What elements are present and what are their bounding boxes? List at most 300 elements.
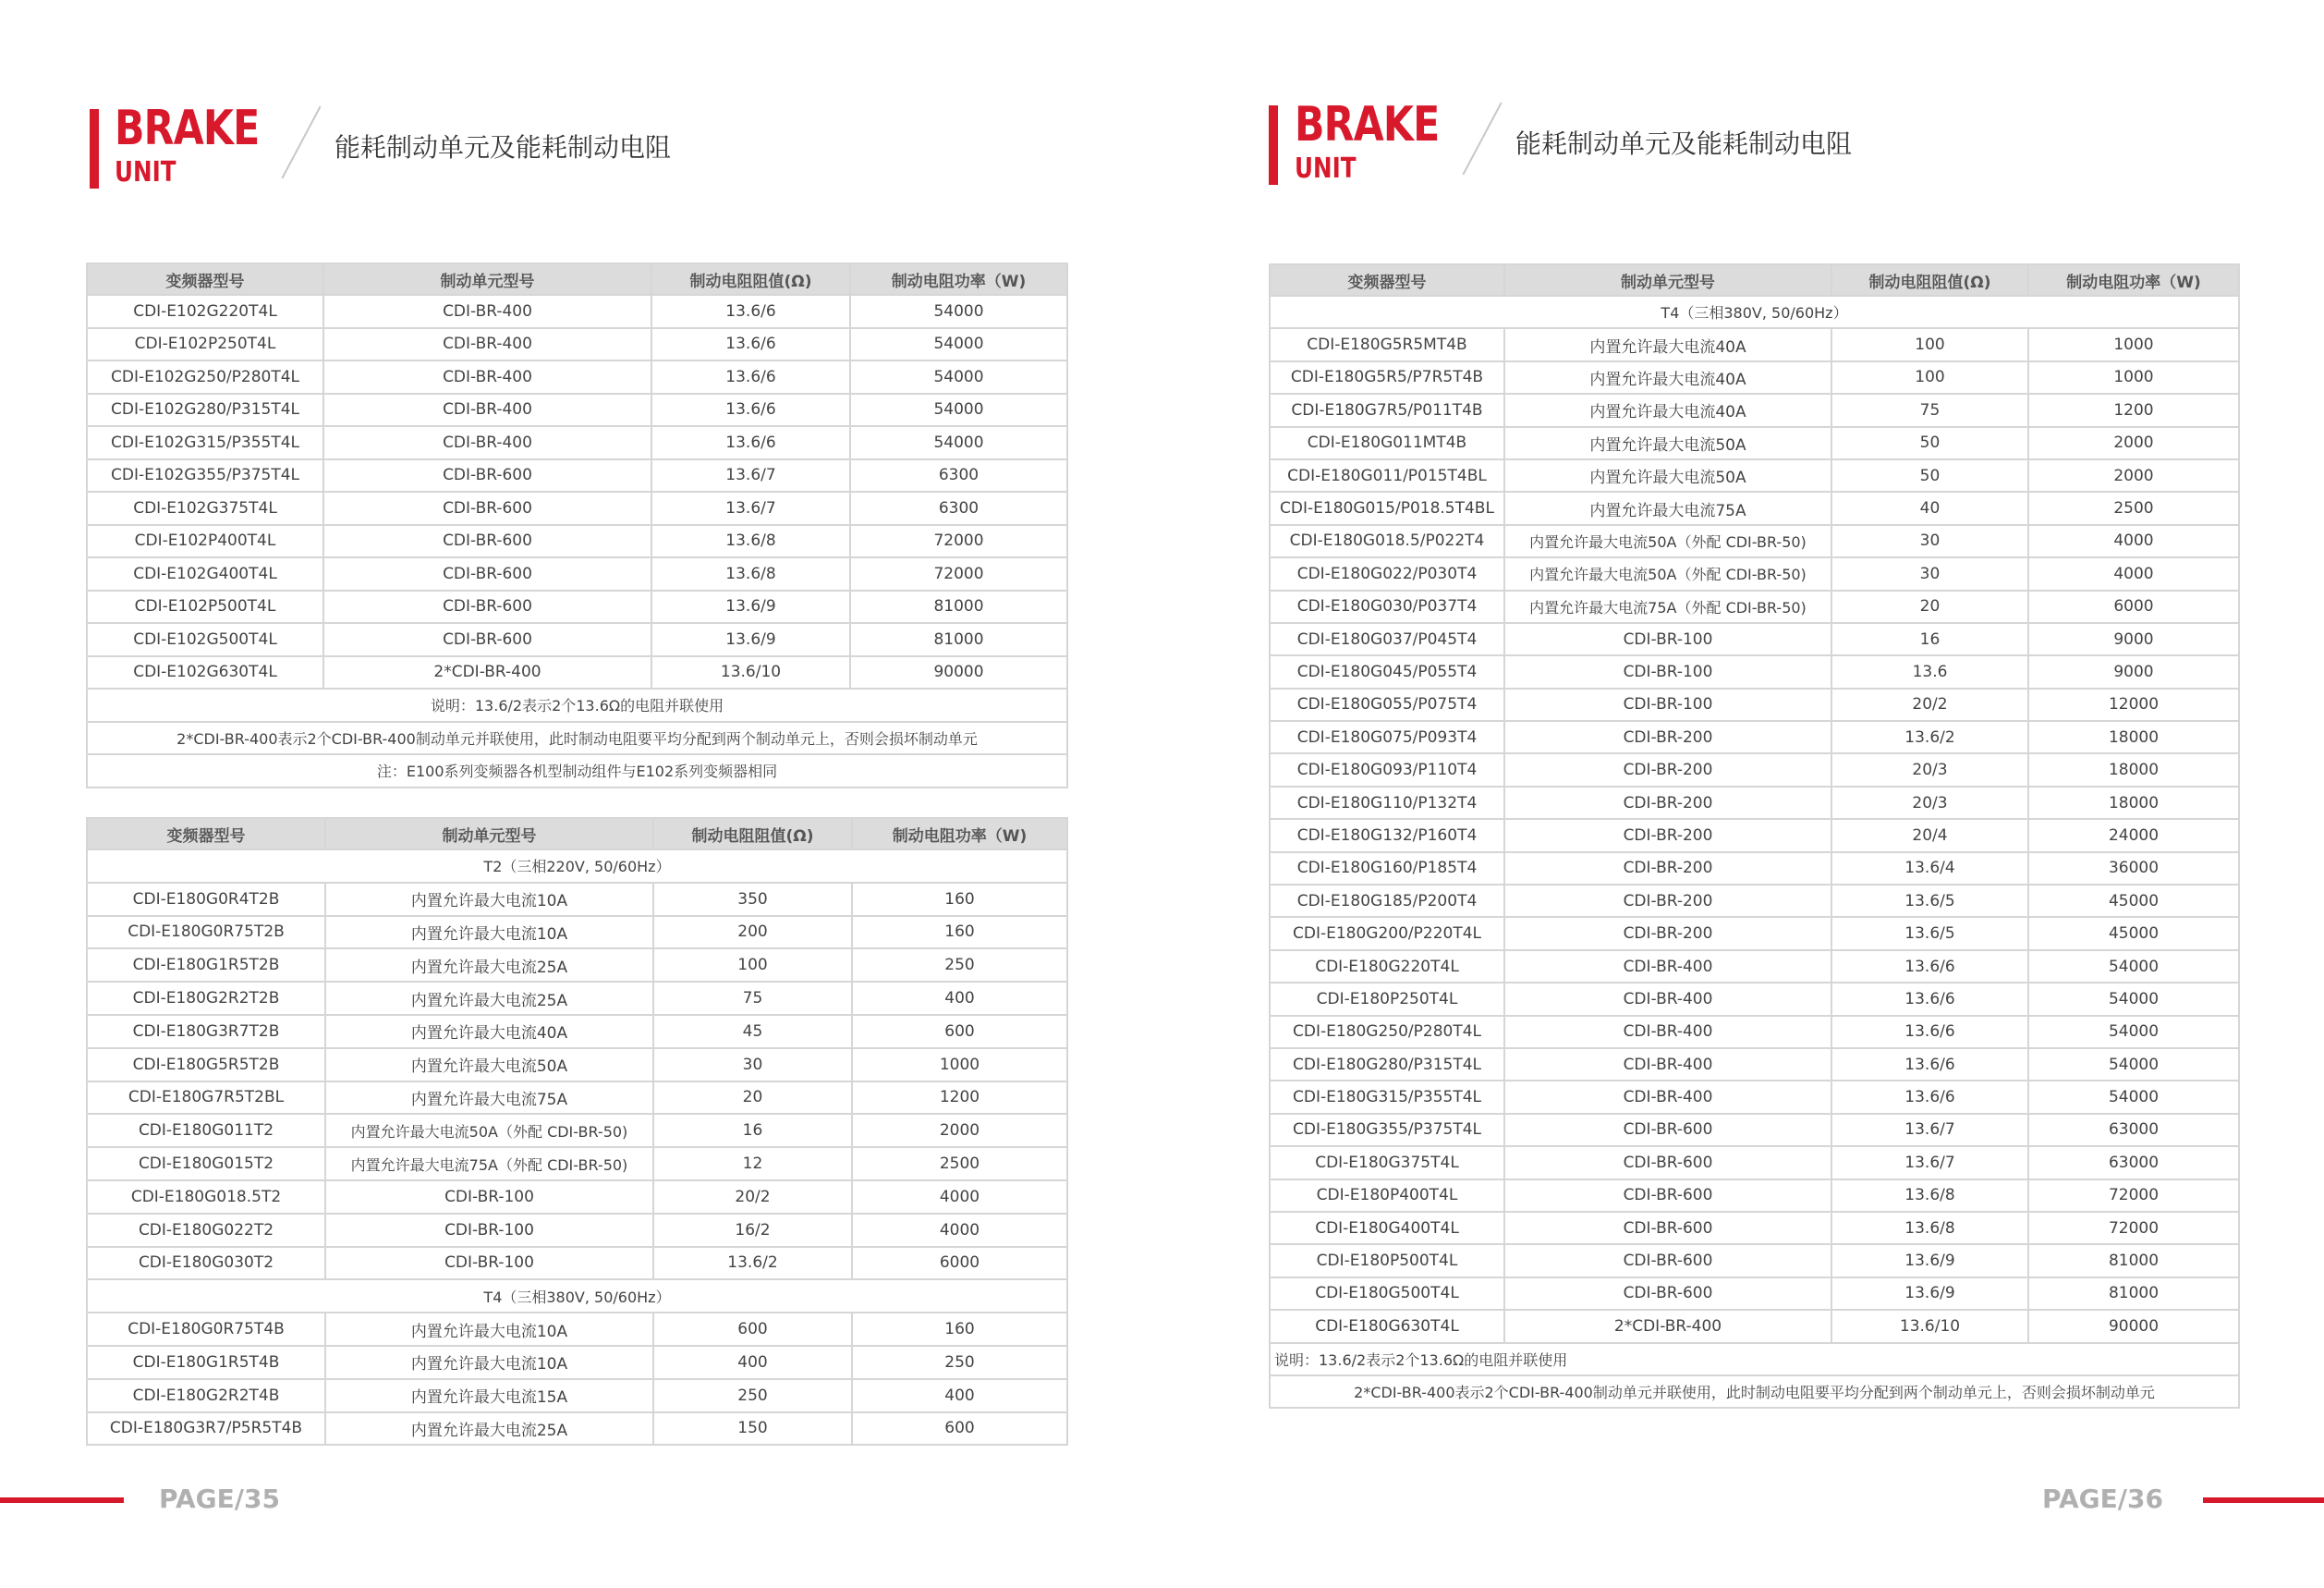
- table-row: [87, 1114, 1067, 1147]
- table-cell: 内置允许最大电流10A: [325, 916, 653, 949]
- footer-line-left: [0, 1497, 124, 1503]
- table-cell: CDI-E102G315/P355T4L: [87, 426, 323, 459]
- table-row: [87, 492, 1067, 525]
- table-cell: CDI-BR-200: [1504, 753, 1831, 786]
- table-cell: 50: [1831, 427, 2028, 459]
- table-row: [1270, 1277, 2239, 1310]
- table-cell: CDI-BR-100: [325, 1180, 653, 1214]
- table-cell: 40: [1831, 492, 2028, 524]
- table-cell: 75: [1831, 394, 2028, 426]
- column-header: 制动电阻阻值(Ω): [653, 818, 852, 849]
- table-cell: 内置允许最大电流40A: [1504, 361, 1831, 394]
- table-cell: 20/3: [1831, 753, 2028, 786]
- table-row: [87, 426, 1067, 459]
- table-cell: CDI-BR-100: [325, 1214, 653, 1247]
- table-cell: 2500: [2028, 492, 2239, 524]
- table-cell: 250: [852, 1346, 1067, 1379]
- table-row: [87, 1214, 1067, 1247]
- table-cell: 13.6/6: [651, 295, 850, 328]
- brand-subtitle-right: UNIT: [1295, 153, 1357, 185]
- table-header-row: [87, 263, 1067, 295]
- table-row: [1270, 950, 2239, 983]
- table-cell: 54000: [2028, 1016, 2239, 1048]
- table-cell: 9000: [2028, 623, 2239, 655]
- table-cell: CDI-E180G011/P015T4BL: [1270, 459, 1504, 492]
- table-row: [87, 591, 1067, 624]
- table-cell: CDI-BR-200: [1504, 787, 1831, 819]
- table-cell: 内置允许最大电流50A: [1504, 427, 1831, 459]
- table-cell: 内置允许最大电流50A: [325, 1048, 653, 1081]
- table-cell: CDI-E180G018.5T2: [87, 1180, 325, 1214]
- table-row: [87, 656, 1067, 690]
- page-title-left: 能耗制动单元及能耗制动电阻: [335, 132, 672, 163]
- table-cell: 13.6/8: [1831, 1179, 2028, 1212]
- table-row: [1270, 1016, 2239, 1048]
- table-cell: 81000: [850, 591, 1067, 624]
- table-cell: 54000: [2028, 983, 2239, 1015]
- table-cell: CDI-BR-400: [323, 394, 651, 427]
- table-cell: CDI-E180P400T4L: [1270, 1179, 1504, 1212]
- table-cell: 内置允许最大电流40A: [1504, 394, 1831, 426]
- table-cell: CDI-BR-400: [323, 295, 651, 328]
- table-cell: 13.6/6: [1831, 1048, 2028, 1081]
- table-row: [87, 948, 1067, 982]
- table-row: [1270, 1212, 2239, 1244]
- brake-table-e180-t4: [1269, 263, 2240, 1409]
- table-cell: CDI-E180G5R5T2B: [87, 1048, 325, 1081]
- column-header: 变频器型号: [1270, 264, 1504, 296]
- table-cell: 2*CDI-BR-400: [323, 656, 651, 690]
- table-cell: 13.6/7: [651, 492, 850, 525]
- column-header: 制动单元型号: [323, 263, 651, 295]
- table-cell: CDI-E180G132/P160T4: [1270, 819, 1504, 851]
- table-cell: CDI-E180G110/P132T4: [1270, 787, 1504, 819]
- table-cell: 13.6/6: [1831, 950, 2028, 983]
- column-header: 变频器型号: [87, 818, 325, 849]
- table-row: [1270, 753, 2239, 786]
- note-row: [87, 722, 1067, 755]
- table-cell: 600: [852, 1412, 1067, 1446]
- table-row: [87, 1313, 1067, 1346]
- table-cell: 13.6/5: [1831, 885, 2028, 917]
- table-cell: 13.6/9: [1831, 1244, 2028, 1277]
- column-header: 制动电阻功率（W): [2028, 264, 2239, 296]
- table-cell: 4000: [852, 1180, 1067, 1214]
- table-cell: 1200: [2028, 394, 2239, 426]
- table-cell: 16: [653, 1114, 852, 1147]
- table-cell: CDI-E102G220T4L: [87, 295, 323, 328]
- column-header: 变频器型号: [87, 263, 323, 295]
- note-row: [1270, 1375, 2239, 1408]
- header-divider-left: [281, 106, 321, 179]
- table-cell: 16/2: [653, 1214, 852, 1247]
- table-cell: 2000: [2028, 427, 2239, 459]
- table-row: [1270, 885, 2239, 917]
- table-row: [1270, 1179, 2239, 1212]
- table-cell: 内置允许最大电流50A（外配 CDI-BR-50): [1504, 525, 1831, 557]
- table-cell: 250: [653, 1379, 852, 1412]
- table-cell: 100: [1831, 361, 2028, 394]
- table-cell: 6000: [852, 1247, 1067, 1280]
- table-cell: CDI-E180G022/P030T4: [1270, 557, 1504, 590]
- table-cell: 1000: [2028, 328, 2239, 360]
- table-cell: CDI-E180G220T4L: [1270, 950, 1504, 983]
- table-cell: 2*CDI-BR-400: [1504, 1310, 1831, 1342]
- table-cell: 100: [653, 948, 852, 982]
- table-row: [87, 557, 1067, 591]
- table-cell: CDI-BR-200: [1504, 852, 1831, 885]
- table-cell: CDI-BR-600: [1504, 1244, 1831, 1277]
- section-row: [1270, 296, 2239, 328]
- table-row: [87, 459, 1067, 493]
- table-cell: CDI-E180G1R5T4B: [87, 1346, 325, 1379]
- table-cell: 20/3: [1831, 787, 2028, 819]
- table-cell: 2500: [852, 1147, 1067, 1180]
- table-cell: 13.6/6: [651, 394, 850, 427]
- table-cell: 20: [653, 1081, 852, 1115]
- table-cell: 2000: [852, 1114, 1067, 1147]
- table-cell: 54000: [2028, 950, 2239, 983]
- table-cell: CDI-BR-400: [1504, 1016, 1831, 1048]
- table-cell: CDI-E102G355/P375T4L: [87, 459, 323, 493]
- table-cell: 内置允许最大电流75A: [1504, 492, 1831, 524]
- page-title-right: 能耗制动单元及能耗制动电阻: [1515, 128, 1853, 159]
- table-row: [1270, 1048, 2239, 1081]
- table-cell: CDI-E180G5R5MT4B: [1270, 328, 1504, 360]
- table-cell: 13.6/10: [1831, 1310, 2028, 1342]
- table-cell: 内置允许最大电流15A: [325, 1379, 653, 1412]
- table-cell: 54000: [850, 394, 1067, 427]
- table-cell: 9000: [2028, 655, 2239, 688]
- note-row: [87, 754, 1067, 788]
- table-cell: CDI-BR-600: [323, 459, 651, 493]
- table-cell: CDI-BR-200: [1504, 885, 1831, 917]
- table-cell: 100: [1831, 328, 2028, 360]
- table-cell: CDI-E180G280/P315T4L: [1270, 1048, 1504, 1081]
- page-number-right: PAGE/36: [2042, 1484, 2163, 1514]
- table-cell: CDI-E180G075/P093T4: [1270, 721, 1504, 753]
- table-cell: CDI-BR-100: [1504, 689, 1831, 721]
- table-row: [1270, 1081, 2239, 1113]
- table-row: [1270, 689, 2239, 721]
- table-row: [1270, 427, 2239, 459]
- section-row: [87, 1279, 1067, 1313]
- table-row: [1270, 557, 2239, 590]
- table-row: [87, 883, 1067, 916]
- table-cell: 81000: [850, 623, 1067, 656]
- table-cell: 30: [1831, 525, 2028, 557]
- table-cell: CDI-E180G500T4L: [1270, 1277, 1504, 1310]
- table-row: [1270, 1146, 2239, 1179]
- table-cell: 350: [653, 883, 852, 916]
- table-row: [1270, 819, 2239, 851]
- table-cell: 13.6/5: [1831, 917, 2028, 949]
- table-cell: CDI-BR-600: [1504, 1114, 1831, 1146]
- table-cell: 内置允许最大电流75A（外配 CDI-BR-50): [1504, 591, 1831, 623]
- table-cell: 13.6/6: [651, 360, 850, 394]
- table-row: [87, 1015, 1067, 1048]
- table-cell: 54000: [2028, 1048, 2239, 1081]
- column-header: 制动单元型号: [325, 818, 653, 849]
- brand-subtitle-left: UNIT: [115, 156, 176, 189]
- table-cell: 36000: [2028, 852, 2239, 885]
- column-header: 制动电阻阻值(Ω): [1831, 264, 2028, 296]
- table-header-row: [1270, 264, 2239, 296]
- table-cell: 75: [653, 982, 852, 1015]
- section-row-text: T2（三相220V, 50/60Hz）: [87, 849, 1067, 883]
- table-cell: CDI-BR-100: [1504, 623, 1831, 655]
- note-row: [1270, 1343, 2239, 1375]
- table-cell: CDI-E102G375T4L: [87, 492, 323, 525]
- table-cell: CDI-BR-400: [1504, 950, 1831, 983]
- table-cell: CDI-E180G022T2: [87, 1214, 325, 1247]
- table-cell: 54000: [850, 328, 1067, 361]
- table-row: [1270, 787, 2239, 819]
- table-cell: CDI-BR-600: [1504, 1179, 1831, 1212]
- table-cell: 13.6/9: [651, 623, 850, 656]
- table-cell: CDI-E180G011MT4B: [1270, 427, 1504, 459]
- table-cell: 4000: [852, 1214, 1067, 1247]
- table-row: [1270, 852, 2239, 885]
- table-cell: CDI-E180G400T4L: [1270, 1212, 1504, 1244]
- table-cell: 内置允许最大电流50A（外配 CDI-BR-50): [1504, 557, 1831, 590]
- table-row: [1270, 623, 2239, 655]
- table-row: [1270, 721, 2239, 753]
- table-cell: CDI-E180G630T4L: [1270, 1310, 1504, 1342]
- table-cell: 13.6/2: [1831, 721, 2028, 753]
- note-row-text: 2*CDI-BR-400表示2个CDI-BR-400制动单元并联使用，此时制动电阻要平均分配到两个制动单元上，否则会损坏制动单元: [87, 722, 1067, 755]
- table-cell: CDI-E180G015/P018.5T4BL: [1270, 492, 1504, 524]
- table-cell: CDI-BR-400: [323, 360, 651, 394]
- table-cell: 13.6: [1831, 655, 2028, 688]
- column-header: 制动电阻功率（W): [852, 818, 1067, 849]
- table-cell: 45: [653, 1015, 852, 1048]
- table-cell: CDI-BR-600: [323, 492, 651, 525]
- table-cell: CDI-BR-400: [1504, 1081, 1831, 1113]
- table-row: [1270, 1114, 2239, 1146]
- table-cell: CDI-E180G055/P075T4: [1270, 689, 1504, 721]
- table-cell: 18000: [2028, 721, 2239, 753]
- table-cell: 13.6/7: [1831, 1146, 2028, 1179]
- table-cell: 内置允许最大电流10A: [325, 1313, 653, 1346]
- footer-line-right: [2203, 1497, 2324, 1503]
- table-header-row: [87, 818, 1067, 849]
- header-divider-right: [1462, 103, 1502, 176]
- table-row: [1270, 591, 2239, 623]
- table-cell: CDI-BR-200: [1504, 917, 1831, 949]
- table-cell: 600: [852, 1015, 1067, 1048]
- table-cell: CDI-BR-600: [323, 525, 651, 558]
- table-cell: CDI-E180G250/P280T4L: [1270, 1016, 1504, 1048]
- table-cell: CDI-E180G093/P110T4: [1270, 753, 1504, 786]
- table-cell: 72000: [850, 557, 1067, 591]
- table-cell: 72000: [2028, 1212, 2239, 1244]
- table-row: [87, 1147, 1067, 1180]
- table-cell: CDI-E180G185/P200T4: [1270, 885, 1504, 917]
- table-row: [1270, 655, 2239, 688]
- table-cell: CDI-E180G030/P037T4: [1270, 591, 1504, 623]
- table-cell: CDI-BR-600: [1504, 1277, 1831, 1310]
- table-cell: 54000: [850, 295, 1067, 328]
- table-cell: 内置允许最大电流75A: [325, 1081, 653, 1115]
- table-cell: CDI-BR-600: [323, 557, 651, 591]
- table-cell: 4000: [2028, 557, 2239, 590]
- table-cell: 2000: [2028, 459, 2239, 492]
- table-row: [1270, 459, 2239, 492]
- table-cell: 72000: [2028, 1179, 2239, 1212]
- column-header: 制动电阻阻值(Ω): [651, 263, 850, 295]
- table-cell: 45000: [2028, 917, 2239, 949]
- table-cell: 54000: [850, 360, 1067, 394]
- table-row: [87, 1412, 1067, 1446]
- table-cell: 内置允许最大电流50A: [1504, 459, 1831, 492]
- table-cell: 13.6/10: [651, 656, 850, 690]
- table-cell: CDI-BR-400: [323, 426, 651, 459]
- column-header: 制动单元型号: [1504, 264, 1831, 296]
- table-cell: CDI-E180G3R7/P5R5T4B: [87, 1412, 325, 1446]
- table-row: [1270, 917, 2239, 949]
- table-row: [1270, 492, 2239, 524]
- table-cell: 63000: [2028, 1146, 2239, 1179]
- table-cell: 63000: [2028, 1114, 2239, 1146]
- table-cell: CDI-E180G015T2: [87, 1147, 325, 1180]
- column-header: 制动电阻功率（W): [850, 263, 1067, 295]
- table-cell: 6000: [2028, 591, 2239, 623]
- table-row: [87, 1346, 1067, 1379]
- table-cell: 81000: [2028, 1277, 2239, 1310]
- table-cell: CDI-E102G400T4L: [87, 557, 323, 591]
- table-cell: 13.6/6: [1831, 1081, 2028, 1113]
- table-cell: 13.6/6: [1831, 1016, 2028, 1048]
- table-row: [87, 1048, 1067, 1081]
- table-cell: CDI-BR-600: [1504, 1146, 1831, 1179]
- table-cell: 内置允许最大电流40A: [1504, 328, 1831, 360]
- table-cell: 6300: [850, 492, 1067, 525]
- table-cell: CDI-E180G7R5T2BL: [87, 1081, 325, 1115]
- table-cell: CDI-E180G375T4L: [1270, 1146, 1504, 1179]
- table-cell: CDI-BR-200: [1504, 721, 1831, 753]
- table-cell: CDI-E102G630T4L: [87, 656, 323, 690]
- table-cell: 1000: [2028, 361, 2239, 394]
- table-cell: 400: [653, 1346, 852, 1379]
- table-cell: CDI-E180G011T2: [87, 1114, 325, 1147]
- table-cell: CDI-BR-600: [323, 623, 651, 656]
- note-row-text: 注：E100系列变频器各机型制动组件与E102系列变频器相同: [87, 754, 1067, 788]
- table-cell: 18000: [2028, 787, 2239, 819]
- table-cell: 400: [852, 982, 1067, 1015]
- brand-bar-right: [1269, 105, 1278, 185]
- brand-title-left: BRAKE: [115, 101, 260, 156]
- table-cell: 内置允许最大电流50A（外配 CDI-BR-50): [325, 1114, 653, 1147]
- table-row: [87, 328, 1067, 361]
- table-cell: 13.6/7: [1831, 1114, 2028, 1146]
- table-cell: 12000: [2028, 689, 2239, 721]
- table-cell: CDI-BR-600: [1504, 1212, 1831, 1244]
- table-cell: 20/2: [653, 1180, 852, 1214]
- table-cell: CDI-BR-600: [323, 591, 651, 624]
- table-cell: CDI-E102G280/P315T4L: [87, 394, 323, 427]
- table-cell: CDI-E180P500T4L: [1270, 1244, 1504, 1277]
- table-cell: CDI-E180P250T4L: [1270, 983, 1504, 1015]
- table-cell: CDI-E180G2R2T4B: [87, 1379, 325, 1412]
- table-cell: 13.6/6: [651, 426, 850, 459]
- table-cell: 72000: [850, 525, 1067, 558]
- table-cell: 13.6/6: [651, 328, 850, 361]
- table-cell: 内置允许最大电流25A: [325, 948, 653, 982]
- table-cell: 30: [653, 1048, 852, 1081]
- table-row: [87, 982, 1067, 1015]
- table-row: [1270, 983, 2239, 1015]
- brand-bar-left: [90, 109, 99, 189]
- table-cell: 内置允许最大电流75A（外配 CDI-BR-50): [325, 1147, 653, 1180]
- table-cell: 600: [653, 1313, 852, 1346]
- table-cell: CDI-E180G315/P355T4L: [1270, 1081, 1504, 1113]
- table-cell: CDI-BR-400: [323, 328, 651, 361]
- table-cell: CDI-BR-400: [1504, 1048, 1831, 1081]
- table-row: [87, 1180, 1067, 1214]
- table-cell: 160: [852, 916, 1067, 949]
- table-cell: CDI-E102G500T4L: [87, 623, 323, 656]
- table-cell: 20/2: [1831, 689, 2028, 721]
- table-cell: 13.6/7: [651, 459, 850, 493]
- note-row: [87, 689, 1067, 722]
- table-cell: 54000: [2028, 1081, 2239, 1113]
- table-cell: 13.6/8: [651, 525, 850, 558]
- table-cell: 4000: [2028, 525, 2239, 557]
- table-cell: CDI-E180G160/P185T4: [1270, 852, 1504, 885]
- brake-table-e102: [86, 263, 1068, 788]
- table-cell: 1200: [852, 1081, 1067, 1115]
- page-number-left: PAGE/35: [159, 1484, 280, 1514]
- table-row: [87, 1247, 1067, 1280]
- table-cell: 81000: [2028, 1244, 2239, 1277]
- table-cell: 16: [1831, 623, 2028, 655]
- table-cell: 13.6/8: [651, 557, 850, 591]
- table-cell: 200: [653, 916, 852, 949]
- table-row: [1270, 328, 2239, 360]
- table-cell: 内置允许最大电流40A: [325, 1015, 653, 1048]
- table-cell: 90000: [2028, 1310, 2239, 1342]
- table-cell: CDI-E180G3R7T2B: [87, 1015, 325, 1048]
- table-cell: CDI-BR-100: [325, 1247, 653, 1280]
- table-cell: CDI-E180G037/P045T4: [1270, 623, 1504, 655]
- brand-title-right: BRAKE: [1295, 97, 1440, 153]
- table-cell: 内置允许最大电流25A: [325, 982, 653, 1015]
- table-cell: 13.6/2: [653, 1247, 852, 1280]
- table-row: [87, 1081, 1067, 1115]
- table-cell: 18000: [2028, 753, 2239, 786]
- table-cell: 12: [653, 1147, 852, 1180]
- table-cell: CDI-BR-200: [1504, 819, 1831, 851]
- table-cell: 150: [653, 1412, 852, 1446]
- table-cell: CDI-E180G0R4T2B: [87, 883, 325, 916]
- table-cell: CDI-E102P400T4L: [87, 525, 323, 558]
- table-cell: 160: [852, 883, 1067, 916]
- table-cell: CDI-E180G2R2T2B: [87, 982, 325, 1015]
- table-cell: CDI-BR-100: [1504, 655, 1831, 688]
- table-cell: CDI-E180G1R5T2B: [87, 948, 325, 982]
- table-cell: 13.6/4: [1831, 852, 2028, 885]
- table-row: [1270, 525, 2239, 557]
- table-cell: 13.6/8: [1831, 1212, 2028, 1244]
- table-cell: CDI-E180G5R5/P7R5T4B: [1270, 361, 1504, 394]
- note-row-text: 说明：13.6/2表示2个13.6Ω的电阻并联使用: [87, 689, 1067, 722]
- table-cell: 内置允许最大电流10A: [325, 1346, 653, 1379]
- table-cell: CDI-E180G7R5/P011T4B: [1270, 394, 1504, 426]
- table-row: [87, 916, 1067, 949]
- brake-table-e180-t2: [86, 817, 1068, 1446]
- table-cell: 400: [852, 1379, 1067, 1412]
